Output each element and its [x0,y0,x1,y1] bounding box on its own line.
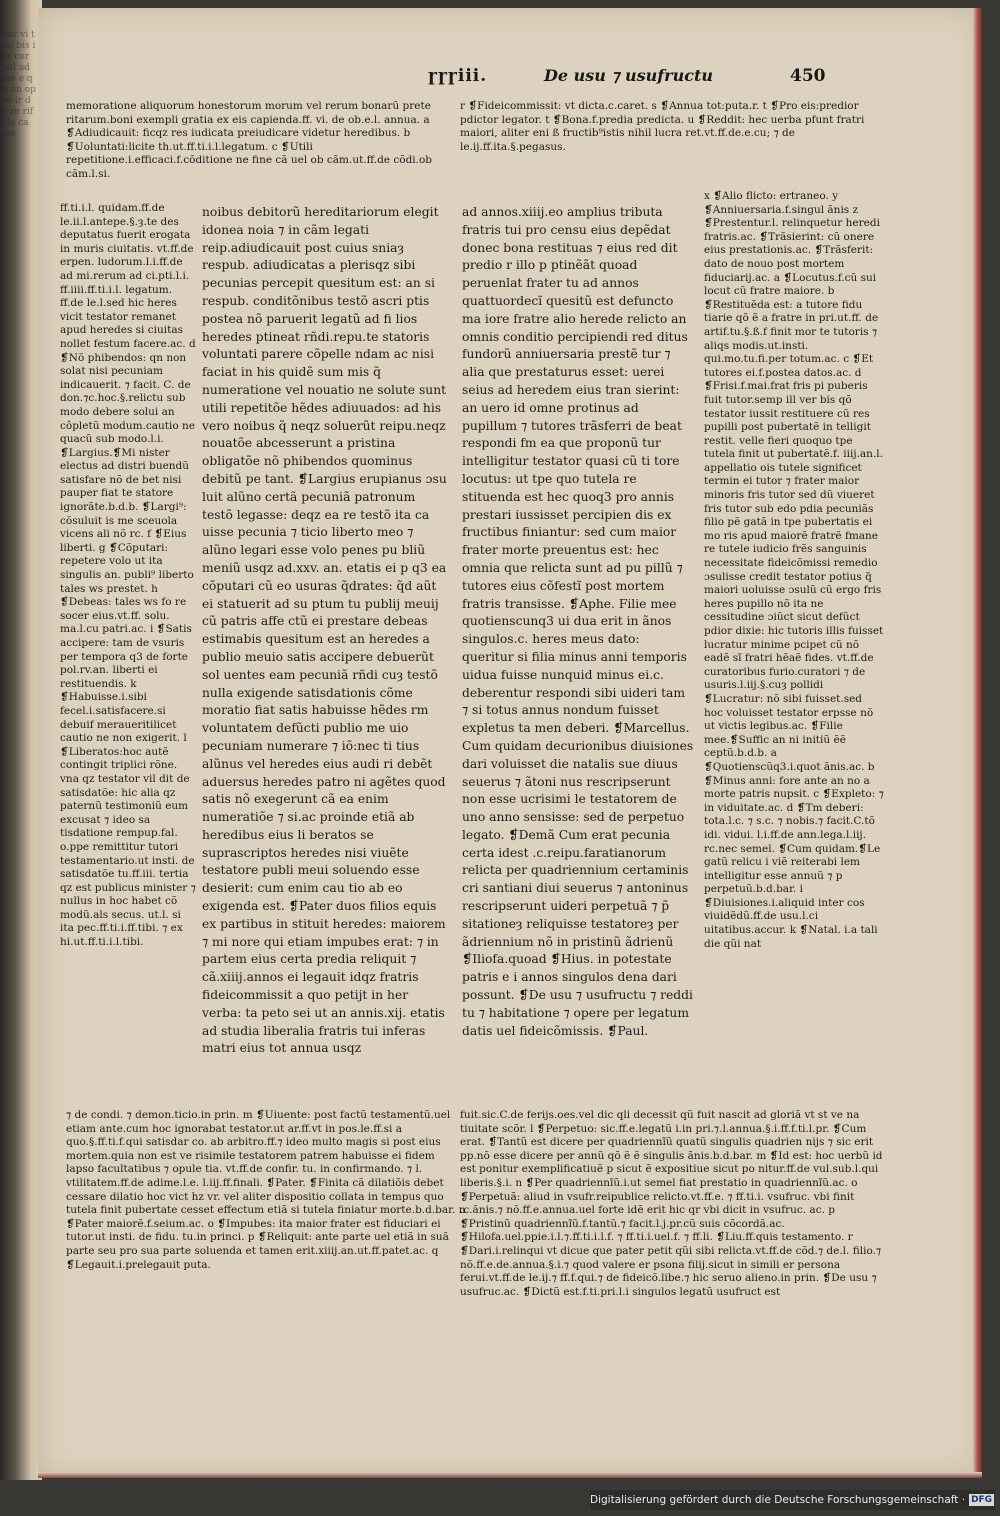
gloss-paragraph: memoratione aliquorum honestorum morum vel rerum bonarũ prete ritarum.boni exempli gratia ex eis capienda.ff. vi. de ob.e.l. annua. a ❡Adiudicauit: ficqz res iudicata preiudicare videtur heredibus. b ❡Uoluntati:licite th.ut.ff.ti.i.l.legatum. c ❡Utili repetitione.i.efficaci.f.cõditione ne fine cã uel ob cãm.ut.ff.de cõdi.ob cãm.l.si. [66,100,433,180]
gloss-paragraph: ⁊ de condi. ⁊ demon.ticio.in prin. m ❡Uiuente: post factũ testamentũ.uel etiam ante.cum hoc ignorabat testator.ut ar.ff.vt in pos.le.ff.si a quo.§.ff.ti.f.qui satisdar co. ab arbitro.ff.⁊ ideo multo magis si post eius mortem.quia non est ve risimile testatorem patrem habuisse ei fidem lapso facultatibus ⁊ opule tia. vt.ff.de confir. tu. in confirmando. ⁊ l. vtilitatem.ff.de adime.l.e. l.iij.ff.finali. ❡Pater. ❡Finita cã dilatiõis debet cessare dilatio hoc vict hz vr. vel aliter dispositio collata in tempus quo tutela finit pubertate cesset effectum etiã si tutela finiatur morte.b.d.bar. n ❡Pater maiorẽ.f.seium.ac. o ❡Impubes: ita maior frater est fiduciari ei tutor.ut insti. de fidu. tu.in princi. p ❡Reliquit: ante parte uel etiã in suã parte seu pro sua parte soluenda et tamen erit.xiiij.an.ut.ff.patet.ac. q ❡Legauit.i.prelegauit puta. [66,1109,466,1271]
gloss-paragraph: fuit.sic.C.de ferijs.oes.vel dic qli decessit qũ fuit nascit ad gloriã vt st ve na tiuitate scõr. l ❡Perpetuo: sic.ff.e.legatũ i.in pri.⁊.l.annua.§.i.ff.f.ti.l.pr. ❡Cum erat. ❡Tantũ est dicere per quadriennĩũ quatũ singulis quadrien nijs ⁊ sic erit pp.nõ esse dicere per annũ qõ ẽ ẽ singulis ãnis.b.d.bar. m ❡Id est: hoc uerbũ id est ponitur exemplificatiuẽ p sicut ẽ expositiue sicut po nitur.ff.de vul.sub.l.qui liberis.§.i. n ❡Per quadriennĩũ.i.ut semel fiat prestatio in quadriennĩũ.ac. o ❡Perpetuã: aliud in vsufr.reipublice relicto.vt.ff.e. ⁊ ff.ti.i. vsufruc. vbi finit .c.ãnis.⁊ nõ.ff.e.annua.uel forte idẽ erit hic qr vbi dicit in vsufruc. ac. p ❡Pristinũ quadriennĩũ.f.tantũ.⁊ facit.l.j.pr.cũ suis cõcordã.ac. ❡Hilofa.uel.ppie.i.l.⁊.ff.ti.i.l.f. ⁊ ff.ti.i.uel.f. ⁊ ff.li. ❡Liu.ff.quis testamento. r ❡Dari.i.relinqui vt dicue que pater petit qũi sibi relicta.vt.ff.de cõd.⁊ de.l. filio.⁊ nõ.ff.e.de.annua.§.i.⁊ quod valere er psona filij.sicut in simili er persona ferui.vt.ff.de le.ij.⁊ ff.f.qui.⁊ de fideicõ.libe.⁊ hic seruo alieno.in prin. ❡De usu ⁊ usufruc.ac. ❡Dictũ est.f.ti.pri.l.i singulos legatũ usufruct est [460,1109,883,1298]
main-text: noibus debitorũ hereditariorum elegit idonea noia ⁊ in cãm legati reip.adiudicauit post cuius sniaȝ respub. adiudicatas a plerisqz sibi pecunias percepit quesitum est: an si respub. conditõnibus testõ ascri ptis postea nõ paruerit legatũ ad fi lios heredes ptineat rñdi.repu.te statoris voluntati parere cõpelle ndam ac nisi faciat in his quidẽ sum mis q̃ numeratione vel nouatio ne solute sunt utili repetitõe hẽdes adiuuados: ad his vero noibus q̃ neqz soluerũt reipu.neqz nouatõe abcesserunt a pristina obligatõe nõ phibendos quominus debitũ pe tant. ❡Largius erupianus ɔsu luit alũno certã pecuniã patronum testõ legasse: deqz ea re testõ ita ca uisse pecunia ⁊ ticio liberto meo ⁊ alũno legari esse volo penes pu bliũ meniũ usqz ad.xxv. an. etatis ei p q3 ea cõputari cũ eo usuras q̃drates: q̃d aũt ei statuerit ad su ptum tu publij meuij cũ patris affe ctũ ei prestare debeas estimabis quesitum est an heredes a publio meuio satis accipere debuerũt sol uentes eam pecuniã rñdi cuȝ testõ nulla exigende satisdationis cõme moratio fiat satis habuisse hẽdes rm voluntatem defũcti publio me uio pecuniam numerare ⁊ iõ:nec ti tius alũnus vel heredes eius audi ri debẽt aduersus heredes patro ni agẽtes quod satis nõ exegerunt cã ea enim numeratiõe ⁊ si.ac proinde etiã ab heredibus eius li beratos se suprascriptos heredes nisi viuẽte testatore publi meui soluendo esse desierit: cum enim cau tio ab eo exigenda est. ❡Pater duos filios equis ex partibus in stituit heredes: maiorem ⁊ mi nore qui etiam impubes erat: ⁊ in partem eius certa predia reliquit ⁊ cã.xiiij.annos ei legauit idqz fratris fideicommissit a quo petijt in her verba: ta peto sei ut an annis.xij. etatis ad studia liberalia fratris tui inferas matri eius tot annua usqz [202,205,447,1056]
folio-number: ɼɼɼiii. [428,66,488,86]
page-number: 450 [790,66,826,86]
main-text-column-left [202,204,450,1089]
gloss-right-column [704,190,884,1098]
facing-page-fragment: per vi tiui bis ier cer pal ad me e qu on op so ir de re rif cla ca me [2,30,36,139]
book-page [38,8,982,1478]
gloss-left-column [60,202,198,1107]
main-text-column-right [462,204,694,1094]
red-page-edge [972,8,982,1478]
credit-text: Digitalisierung gefördert durch die Deutsche Forschungsgemeinschaft · [590,1494,966,1506]
gloss-bottom-right [460,1109,888,1359]
main-text: ad annos.xiiij.eo amplius tributa fratris tui pro censu eius depẽdat donec bona restituas ⁊ eius red dit predio r illo p ptinẽãt quoad peruenlat frater tu ad annos quattuordecĩ quesitũ est defuncto ma iore fratre alio herede relicto an omnis conditio percipiendi red ditus fundorũ anniuersaria prestẽ tur ⁊ alia que prestaturus esset: uerei seius ad heredem eius tran sierint: an uero id omne protinus ad pupillum ⁊ tutores trãsferri de beat respondi fm ea que proponũ tur intelligitur testator quasi cũ ti tore locutus: ut tpe quo tutela re stituenda est hec quoq3 pro annis prestari iussisset percipien dis ex fructibus finiantur: sed cum maior frater morte preuentus est: hec omnia que relicta sunt ad pu pillũ ⁊ tutores eius cõfestĩ post mortem fratris transisse. ❡Aphe. Filie mee quotienscunq3 ui dua erit in ãnos singulos.c. heres meus dato: queritur si filia minus anni temporis uidua fuisse nunquid minus ei.c. deberentur respondi sibi uideri tam ⁊ si totus annus nondum fuisset expletus ta men deberi. ❡Marcellus. Cum quidam decurionibus diuisiones dari voluisset die natalis sue diuus seuerus ⁊ ãtoni nus rescripserunt non esse ucrisimi le testatorem de uno anno sensisse: sed de perpetuo legato. ❡Demã Cum erat pecunia certa idest .c.reipu.faratianorum relicta per quadriennium certaminis cri santiani diui seuerus ⁊ antoninus rescripserunt uideri perpetuã ⁊ p̃ sitationeȝ reliquisse testatoreȝ per ãdriennium nõ in pristinũ ãdrienũ ❡Iliofa.quoad ❡Hius. in potestate patris e i annos singulos dena dari possunt. ❡De usu ⁊ usufructu ⁊ reddi tu ⁊ habitatione ⁊ opere per legatum datis uel fideicõmissis. ❡Paul. [462,205,694,1038]
digitization-credit [590,1490,995,1510]
page-bottom-edge [38,1472,982,1478]
gloss-paragraph: ff.ti.i.l. quidam.ff.de le.ii.l.antepe.§.ȝ.te des deputatus fuerit erogata in muris ciuitatis. vt.ff.de erpen. ludorum.l.i.ff.de ad mi.rerum ad ci.pti.l.i. ff.iiii.ff.ti.i.l. legatum. ff.de le.l.sed hic heres vicit testator remanet apud heredes si ciuitas nollet festum facere.ac. d ❡Nõ phibendos: qn non solat nisi pecuniam indicauerit. ⁊ facit. C. de don.⁊c.hoc.§.relictu sub modo debere solui an côpletũ modum.cautio ne quacũ sub modo.l.i. ❡Largius.❡Mi nister electus ad distri buendũ satisfare nõ de bet nisi pauper fiat te statore ignorãte.b.d.b. ❡Largi⁹: cõsuluit is me sceuola vicens ali nõ rc. f ❡Eius liberti. g ❡Cõputari: repetere volo ut ita singulis an. publi⁹ liberto tales ws prestet. h ❡Debeas: tales ws fo re socer eius.vt.ff. solu. ma.l.cu patri.ac. i ❡Satis accipere: tam de vsuris per tempora q3 de forte pol.rv.an. liberti ei restituendis. k ❡Habuisse.i.sibi fecel.i.satisfacere.si debuif meraueritilicet cautio ne non exigerit. l ❡Liberatos:hoc autẽ contingit triplici rõne. vna qz testator vil dit de satisdatõe: hic alia qz paternũ testimoniũ eum excusat ⁊ ideo sa tisdatione rempup.fal. o.ppe remittitur tutori testamentario.ut insti. de satisdatõe tu.ff.iii. tertia qz est publicus minister ⁊ nullus in hoc habet cõ modũ.als secus. ut.l. si ita pec.ff.ti.i.ff.tibi. ⁊ ex hi.ut.ff.ti.i.l.tibi. [60,202,196,949]
book-spine-shadow [0,0,42,1480]
gloss-paragraph: r ❡Fideicommissit: vt dicta.c.caret. s ❡Annua tot:puta.r. t ❡Pro eis:predior pdictor legator. t ❡Bona.f.predia predicta. u ❡Reddit: hec uerba pfunt fratri maiori, aliter eni ß fructib⁹istis nihil lucra ret.vt.ff.de.e.cu; ⁊ de le.ij.ff.ita.§.pegasus. [460,100,865,153]
dfg-logo: DFG [971,1495,993,1505]
gloss-bottom-left [66,1109,466,1359]
gloss-top-left [66,100,458,192]
gloss-paragraph: x ❡Alio flicto: ertraneo. y ❡Anniuersaria.f.singul ãnis z ❡Prestentur.l. relinquetur heredi fratris.ac. ❡Trãsierint: cũ onere eius prestationis.ac. ❡Trãsferit: dato de nouo post mortem fiduciarij.ac. a ❡Locutus.f.cũ sui locut cũ fratre maiore. b ❡Restituẽda est: a tutore fidu tiarie qõ ẽ a fratre in pri.ut.ff. de artif.tu.§.ß.f finit mor te tutoris ⁊ aliqs modis.ut.insti. qui.mo.tu.fi.per totum.ac. c ❡Et tutores ei.f.postea datos.ac. d ❡Frisi.f.mai.frat fris pi puberis fuit tutor.semp ill ver bis qõ testator iussit restituere cũ res pupilli post pubertatẽ in telligit restit. velle fieri quoquo tpe tutela finit ut pubertatẽ.f. iiij.an.l. appellatio ois tutele significet termin ei tutor ⁊ frater maior minoris fris tutor sed dũ viueret fris tutor sub edo pdia pecuniãs filio pẽ gatã in tpe pubertatis ei mo ris apud maiorẽ fratrẽ fmane re tutele iudicio frẽs sanguinis necessitate fideicõmissi remedio ɔsulisse credit testator potius q̃ maiori uoluisse ɔsulũ cũ ergo fris heres pupillo nõ ita ne cessitudine ɔiũct sicut defũct pdior dixie: hic tutoris illis fuisset lucratur minime pcipet cũ nõ eadẽ sĩ fratri hẽaẽ fides. vt.ff.de curatoribus furio.curatori ⁊ de usuris.l.iij.§.cuȝ pollidi ❡Lucratur: nõ sibi fuisset.sed hoc voluisset testator erpsse nõ ut victis legibus.ac. ❡Filie mee.❡Suffic an ni initiũ ẽẽ ceptũ.b.d.b. a ❡Quotienscũq3.i.quot ãnis.ac. b ❡Minus anni: fore ante an no a morte patris nupsit. c ❡Expleto: ⁊ in viduitate.ac. d ❡Tm deberi: tota.l.c. ⁊ s.c. ⁊ nobis.⁊ facit.C.tõ idi. vidui. l.i.ff.de ann.lega.l.iij. rc.nec semel. ❡Cum quidam.❡Le gatũ relicu i viẽ reiterabi lem intelligitur esse annuũ ⁊ p perpetuũ.b.d.bar. i ❡Diuisiones.i.aliquid inter cos viuidẽdũ.ff.de usu.l.ci uitatibus.accur. k ❡Natal. i.a tali die qũi nat [704,190,884,950]
running-title: De usu ⁊ usufructu [544,66,713,85]
gloss-top-right [460,100,870,190]
